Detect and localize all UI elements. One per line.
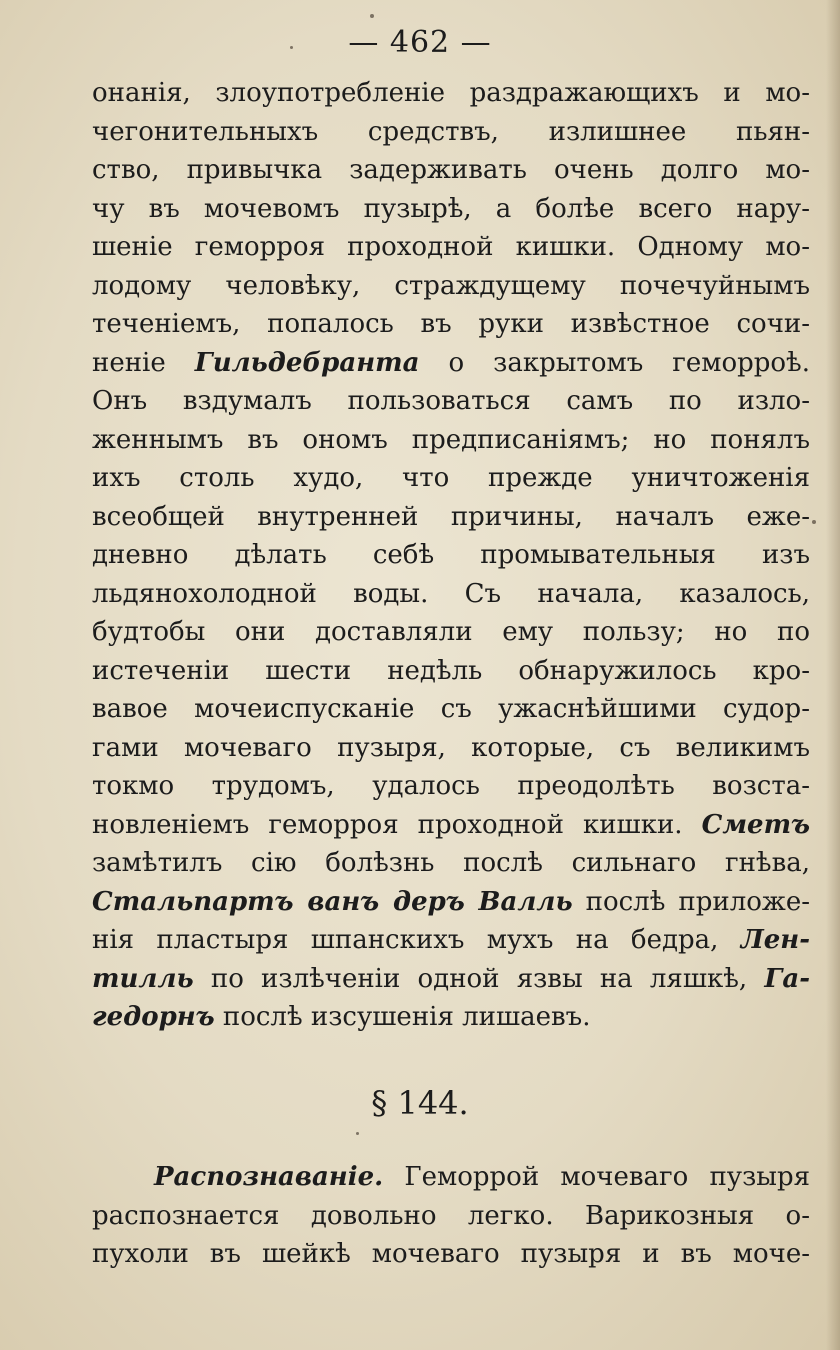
text-run: Геморрой мочеваго пузыря (383, 1162, 810, 1192)
text-run: замѣтилъ сію болѣзнь послѣ сильнаго гнѣва, (92, 848, 810, 878)
text-line (92, 113, 810, 152)
text-line (92, 729, 810, 768)
text-line (92, 767, 810, 806)
text-run: нія пластыря шпанскихъ мухъ на бедра, (92, 925, 741, 955)
text-run: лодому человѣку, страждущему почечуйнымъ (92, 270, 810, 301)
text-run: послѣ изсушенія лишаевъ. (214, 1002, 591, 1032)
text-line (92, 844, 810, 883)
text-line (92, 190, 810, 229)
text-run: шеніе геморроя проходной кишки. Одному мо- (92, 232, 810, 262)
text-run: чу въ мочевомъ пузырѣ, а болѣе всего нару- (92, 193, 810, 224)
section-heading: § 144. (371, 1084, 469, 1122)
text-line (92, 1158, 810, 1197)
text-run: женнымъ въ ономъ предписаніямъ; но понялъ (92, 424, 810, 455)
text-line (92, 459, 810, 498)
paper-speck (370, 14, 374, 18)
text-run: новленіемъ геморроя проходной кишки. (92, 809, 702, 840)
italic-name: Лен- (740, 925, 810, 955)
text-run: онанія, злоупотребленіе раздражающихъ и мо- (92, 78, 810, 108)
text-run: токмо трудомъ, удалось преодолѣть возста- (92, 771, 810, 801)
text-line (92, 228, 810, 267)
text-run: Онъ вздумалъ пользоваться самъ по изло- (92, 386, 810, 416)
page-number-header: — 462 — (348, 25, 492, 60)
text-line (92, 960, 810, 999)
text-run: послѣ приложе- (572, 886, 810, 917)
text-line (92, 421, 810, 460)
text-line (92, 806, 810, 845)
text-run: распознается довольно легко. Варикозныя о- (92, 1200, 810, 1231)
text-line (92, 998, 810, 1037)
italic-name: Стальпартъ ванъ деръ Валль (92, 886, 573, 917)
text-run: пухоли въ шейкѣ мочеваго пузыря и въ моче- (92, 1239, 810, 1269)
page-edge-shadow (826, 0, 840, 1350)
text-line (92, 883, 810, 922)
text-run: по излѣченіи одной язвы на ляшкѣ, (193, 963, 765, 994)
text-run: гами мочеваго пузыря, которые, съ великимъ (92, 732, 810, 763)
paragraph-case-history (92, 74, 810, 1037)
paper-speck (812, 520, 816, 524)
text-line (92, 613, 810, 652)
italic-name: Га- (764, 963, 810, 994)
text-run: всеобщей внутренней причины, началъ еже- (92, 501, 810, 532)
text-line (92, 575, 810, 614)
text-line (92, 498, 810, 537)
text-run: о закрытомъ геморроѣ. (419, 347, 810, 378)
text-line (92, 74, 810, 113)
italic-name: гедорнъ (92, 1002, 215, 1032)
text-run: истеченіи шести недѣль обнаружилось кро- (92, 655, 810, 686)
italic-name: Гильдебранта (194, 347, 420, 378)
text-line (92, 1235, 810, 1274)
text-line (92, 536, 810, 575)
text-run: ство, привычка задерживать очень долго мо- (92, 155, 810, 185)
paragraph-diagnosis (92, 1158, 810, 1274)
text-line (92, 151, 810, 190)
text-run: дневно дѣлать себѣ промывательныя изъ (92, 540, 810, 570)
text-line (92, 382, 810, 421)
text-run: будтобы они доставляли ему пользу; но по (92, 617, 810, 647)
text-line (92, 1197, 810, 1236)
text-run: вавое мочеиспусканіе съ ужаснѣйшими судор- (92, 694, 810, 724)
italic-name: Распознаваніе. (154, 1162, 384, 1192)
italic-name: тилль (92, 963, 194, 994)
text-line (92, 921, 810, 960)
italic-name: Сметъ (701, 809, 810, 840)
text-line (92, 652, 810, 691)
text-line (92, 344, 810, 383)
text-line (92, 267, 810, 306)
text-run: чегонительныхъ средствъ, излишнее пьян- (92, 116, 810, 147)
text-run: теченіемъ, попалось въ руки извѣстное сочи- (92, 309, 810, 339)
text-line (92, 305, 810, 344)
text-run: неніе (92, 347, 195, 378)
paper-speck (290, 46, 293, 49)
paper-speck (356, 1132, 359, 1135)
text-line (92, 690, 810, 729)
text-run: льдянохолодной воды. Съ начала, казалось, (92, 578, 810, 609)
text-run: ихъ столь худо, что прежде уничтоженія (92, 463, 810, 493)
